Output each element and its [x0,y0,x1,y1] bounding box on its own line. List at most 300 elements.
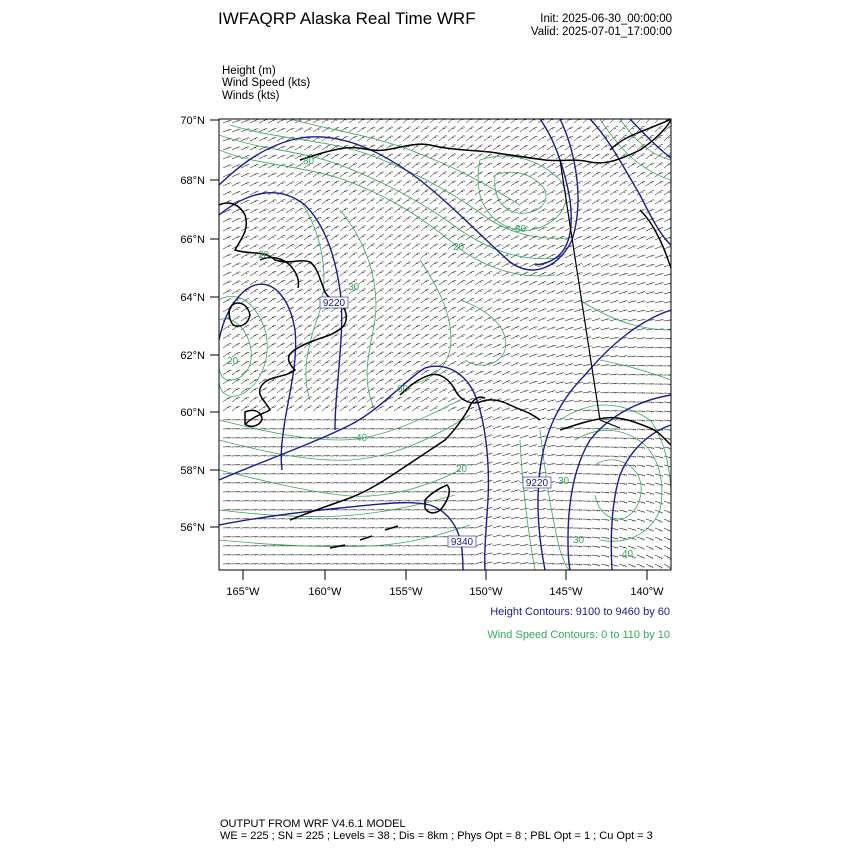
wind-barb [466,154,474,159]
wind-barb [268,492,276,493]
wind-barb [376,438,384,439]
wind-barb [646,555,653,559]
wind-barb [583,163,591,168]
wind-barb [358,564,366,565]
wind-barb [421,564,429,565]
wind-barb [403,456,411,457]
wind-barb [529,173,537,178]
wind-barb [304,429,312,430]
wind-barb [358,388,366,393]
wind-barb [502,381,511,384]
wind-barb [574,327,583,330]
wind-barb [349,519,357,520]
wind-barb [250,182,258,186]
wind-barb [610,447,618,448]
wind-barb [448,447,456,448]
lat-label: 70°N [180,115,205,127]
wind-barb [223,370,231,375]
wind-barb [304,181,312,186]
wind-barb [619,310,628,312]
height-label [320,297,348,309]
wind-barb [628,218,637,222]
wind-barb [511,399,520,402]
wind-barb [493,453,502,456]
wind-barb [259,510,267,511]
wind-barb [232,555,240,556]
wind-barb [493,417,502,420]
wind-barb [439,253,447,258]
wind-barb [286,244,294,249]
wind-barb [277,173,285,177]
wind-barb [466,335,474,339]
wind-barb [493,562,501,564]
wind-barb [475,145,483,150]
lat-labels [180,115,205,534]
wind-barb [493,508,502,511]
wind-barb [358,154,366,159]
wind-barb [502,453,511,456]
wind-barb [304,420,312,421]
wind-barb [502,471,511,474]
wind-barb [592,264,601,267]
wind-barb [367,379,375,384]
wind-barb [313,361,321,366]
wind-barb [385,456,393,457]
wind-barb [583,227,592,231]
wind-barb [277,209,285,213]
wind-barb [304,307,312,312]
wind-barb [601,255,610,258]
wind-barb [340,510,348,511]
wind-barb [349,483,357,484]
wind-barb [403,136,411,141]
wind-barb [664,501,672,505]
wind-barb [421,388,429,393]
wind-barb [637,273,646,276]
wind-barb [241,120,250,123]
wind-barb [538,508,546,510]
wind-barb [502,517,511,519]
wind-barb [223,429,231,430]
wind-barb [268,474,276,475]
wind-barb [349,307,357,312]
wind-barb [286,173,294,177]
wind-barb [250,343,258,348]
wind-barb [520,381,529,384]
wind-barb [664,537,671,541]
wind-barb [304,492,312,493]
wind-barb [583,145,591,150]
wind-barb [421,492,429,493]
wind-barb [556,200,564,204]
wind-barb [637,465,645,467]
wind-barb [331,289,339,294]
wind-barb [583,419,591,420]
lon-label: 165°W [226,586,260,598]
wind-barb [412,163,420,168]
height-contour [538,310,671,570]
wind-barb [250,325,258,330]
wind-barb [475,389,483,393]
wind-barb [637,319,646,321]
wind-barb [448,136,456,141]
wind-barb [592,181,600,186]
wind-barb [637,154,645,159]
wind-barb [250,555,258,556]
wind-contour [478,156,566,230]
wind-barb [646,310,655,312]
wind-barb [430,438,438,439]
wind-barb [601,456,609,457]
wind-barb [349,492,357,493]
wind-barb [358,370,366,375]
wind-label: 80 [303,156,315,167]
wind-barb [529,454,538,456]
wind-barb [502,408,511,411]
wind-barb [601,383,609,384]
wind-barb [250,164,259,168]
wind-barb [547,436,556,438]
wind-barb [646,172,654,177]
wind-barb [484,526,493,529]
wind-barb [376,271,384,276]
wind-barb [655,273,664,276]
wind-barb [286,209,294,214]
map-area [219,117,673,570]
wind-barb [610,519,618,521]
wind-barb [493,517,502,519]
wind-barb [610,310,619,312]
wind-barb [601,273,610,276]
wind-barb [376,447,384,448]
wind-barb [268,510,276,511]
wind-barb [547,500,555,501]
wind-barb [295,397,303,402]
wind-barb [403,244,411,249]
wind-barb [538,372,547,375]
wind-barb [421,352,429,357]
wind-barb [511,190,519,195]
wind-barb [457,127,465,132]
wind-barb [493,462,502,465]
wind-barb [376,361,384,366]
wind-barb [340,483,348,484]
wind-barb [358,253,366,258]
wind-barb [421,407,429,412]
wind-barb [628,393,636,394]
wind-barb [232,263,240,267]
wind-barb [223,236,231,240]
wind-barb [394,564,402,565]
wind-barb [565,528,573,529]
wind-barb [475,507,484,510]
wind-barb [358,262,366,267]
wind-barb [466,199,474,204]
wind-barb [592,291,601,294]
wind-barb [241,343,249,348]
wind-barb [619,465,627,467]
wind-barb [439,127,447,132]
wind-barb [601,564,609,567]
wind-barb [232,492,240,493]
wind-barb [529,427,538,430]
wind-barb [286,510,294,511]
wind-barb [466,510,474,511]
wind-barb [448,199,456,204]
wind-barb [295,361,303,366]
wind-barb [349,199,357,204]
wind-barb [385,361,393,366]
wind-barb [277,352,285,357]
wind-barb [664,528,671,532]
wind-barb [493,535,502,537]
lon-label: 155°W [389,586,423,598]
wind-barb [421,280,429,285]
wind-barb [439,226,447,231]
wind-barb [610,218,618,222]
wind-barb [223,156,232,159]
wind-barb [259,298,267,303]
wind-barb [448,307,456,312]
wind-barb [502,190,510,195]
wind-barb [358,555,366,556]
wind-barb [412,154,420,159]
wind-barb [295,388,303,393]
wind-barb [421,398,429,403]
wind-barb [295,182,303,187]
wind-barb [412,528,420,529]
height-contours-note: Height Contours: 9100 to 9460 by 60 [490,606,670,618]
wind-barb [358,465,366,466]
wind-barb [430,199,438,204]
wind-barb [421,343,429,348]
wind-barb [493,136,501,141]
wind-barb [511,444,520,447]
wind-barb [601,200,609,204]
wind-barb [511,381,520,384]
wind-barb [367,226,375,231]
wind-barb [511,181,519,186]
wind-barb [250,146,259,150]
wind-barb [376,217,384,222]
wind-barb [520,563,529,565]
wind-barb [637,546,645,550]
wind-barb [313,465,321,466]
wind-barb [322,501,330,502]
wind-barb [376,420,384,421]
wind-barb [349,235,357,240]
wind-barb [340,465,348,466]
wind-barb [511,526,520,528]
wind-barb [331,316,339,321]
wind-barb [295,406,303,411]
wind-barb [529,445,538,447]
wind-barb [565,346,574,349]
wind-barb [448,280,456,285]
wind-barb [493,489,502,492]
wind-barb [259,200,267,204]
wind-barb [385,217,393,222]
wind-barb [241,361,249,366]
wind-barb [403,352,411,357]
wind-barb [592,528,600,530]
wind-barb [277,537,285,538]
wind-barb [655,181,663,186]
wind-barb [277,564,285,565]
wind-barb [529,490,538,492]
wind-barb [565,336,574,339]
wind-barb [394,361,402,366]
wind-barb [430,361,438,366]
wind-barb [412,190,420,195]
wind-barb [610,163,618,168]
wind-barb [592,218,600,222]
wind-barb [457,136,465,141]
wind-contours-note: Wind Speed Contours: 0 to 110 by 10 [487,629,670,641]
wind-barb [241,474,249,475]
wind-barb [664,555,671,559]
wind-barb [538,218,546,222]
wind-barb [601,209,609,213]
wind-barb [232,147,241,150]
wind-barb [502,508,511,510]
wind-barb [466,447,474,448]
wind-barb [313,429,321,430]
wind-barb [502,435,511,438]
wind-barb [511,472,520,475]
wind-barb [484,453,493,456]
wind-barb [637,564,644,568]
wind-barb [502,136,510,141]
wind-barb [421,555,429,556]
wind-barb [547,327,556,330]
wind-barb [259,236,267,240]
wind-barb [619,501,627,503]
wind-barb [331,208,339,213]
wind-barb [556,491,564,492]
wind-barb [403,181,411,186]
wind-barb [286,289,294,294]
wind-barb [439,289,447,294]
map-title: IWFAQRP Alaska Real Time WRF [218,9,476,28]
wind-barb [367,501,375,502]
wind-barb [457,307,465,312]
wind-barb [511,290,519,294]
wind-barb [412,438,420,439]
wind-barb [232,120,241,123]
wind-barb [601,291,610,294]
wind-barb [250,263,258,267]
wind-barb [394,262,402,267]
wind-barb [241,182,250,186]
wind-barb [268,564,276,565]
wind-barb [502,344,511,348]
wind-barb [376,492,384,493]
wind-barb [385,555,393,556]
wind-barb [538,182,546,186]
wind-barb [313,199,321,204]
wind-barb [232,483,240,484]
wind-barb [358,528,366,529]
wind-barb [484,417,493,420]
wind-barb [574,172,582,177]
wind-barb [421,145,429,150]
wind-barb [322,483,330,484]
wind-barb [277,271,285,276]
wind-barb [655,465,663,468]
wind-barb [646,456,654,458]
wind-barb [619,456,627,458]
wind-barb [502,362,511,366]
wind-barb [376,465,384,466]
wind-barb [367,163,375,168]
wind-barb [565,537,573,538]
wind-barb [385,388,393,393]
wind-barb [538,136,546,141]
wind-barb [601,365,610,367]
wind-barb [601,392,609,393]
wind-barb [520,191,528,196]
wind-barb [493,263,501,267]
wind-barb [484,380,493,384]
wind-barb [340,154,348,159]
wind-barb [529,554,537,555]
wind-barb [439,181,447,186]
wind-barb [493,127,501,132]
wind-barb [439,280,447,285]
wind-barb [223,406,231,411]
wind-barb [349,271,357,276]
wind-barb [349,528,357,529]
wind-barb [601,172,609,177]
wind-barb [367,298,375,303]
wind-barb [529,281,538,285]
wind-barb [376,343,384,348]
wind-barb [349,420,357,421]
wind-barb [412,244,420,249]
wind-barb [394,465,402,466]
legend-height: Height (m) [222,65,276,77]
wind-barb [313,190,321,195]
wind-barb [592,564,600,566]
wind-barb [637,510,645,513]
wind-barb [232,254,240,258]
wind-barb [583,172,591,177]
wind-barb [457,564,465,565]
wind-barb [268,280,276,285]
wind-barb [565,364,574,366]
wind-barb [376,316,384,321]
wind-barb [367,208,375,213]
wind-barb [583,501,591,502]
wind-barb [574,546,582,547]
wind-barb [511,553,519,555]
wind-barb [628,429,636,430]
wind-barb [250,316,258,321]
wind-barb [511,517,520,519]
wind-barb [610,374,618,375]
wind-barb [601,337,609,339]
wind-barb [403,253,411,258]
wind-barb [367,492,375,493]
wind-barb [664,564,671,569]
wind-barb [313,447,321,448]
wind-barb [385,564,393,565]
wind-barb [511,354,520,358]
wind-barb [538,518,547,520]
wind-barb [304,555,312,556]
wind-barb [484,226,492,231]
